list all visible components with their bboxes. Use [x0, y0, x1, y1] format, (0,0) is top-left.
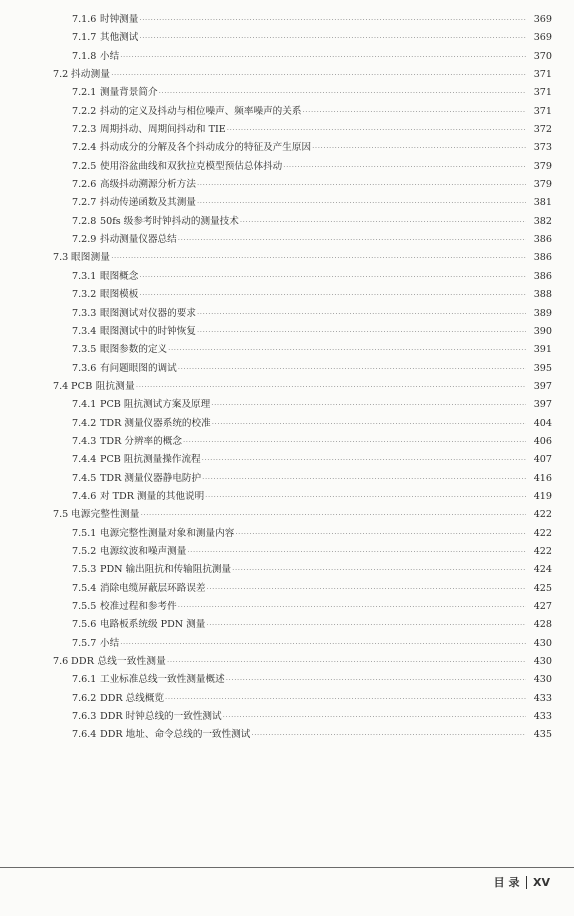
footer-page-number: XV: [533, 875, 550, 889]
toc-entry-title: 电路板系统级 PDN 测量: [100, 619, 206, 631]
toc-subsection-entry: [0, 543, 574, 561]
toc-entry-page: 407: [533, 454, 552, 466]
toc-entry-title: 消除电缆屏蔽层环路误差: [100, 582, 206, 594]
toc-entry-title: 眼图参数的定义: [100, 344, 168, 356]
toc-subsection-entry: [0, 305, 574, 323]
toc-leader-dots: [197, 176, 526, 194]
toc-entry-page: 433: [533, 711, 552, 723]
toc-entry-page: 391: [533, 344, 552, 356]
toc-subsection-entry: [0, 158, 574, 176]
toc-leader-dots: [178, 598, 526, 616]
toc-entry-number: 7.5.3: [72, 564, 97, 576]
toc-entry-number: 7.3.1: [72, 270, 97, 282]
toc-entry-title: 抖动测量仪器总结: [100, 234, 177, 246]
toc-entry-page: 406: [533, 435, 552, 447]
toc-leader-dots: [197, 194, 526, 212]
toc-entry-page: 419: [533, 490, 552, 502]
toc-leader-dots: [212, 415, 526, 433]
toc-entry-number: 7.3.6: [72, 362, 97, 374]
toc-subsection-entry: [0, 194, 574, 212]
toc-entry-page: 427: [533, 601, 552, 612]
toc-subsection-entry: [0, 671, 574, 689]
toc-entry-page: 370: [533, 50, 552, 62]
toc-subsection-entry: [0, 635, 574, 653]
toc-entry-page: 390: [533, 325, 552, 337]
toc-entry-title: 有问题眼图的调试: [100, 362, 177, 374]
toc-subsection-entry: [0, 341, 574, 359]
toc-entry-title: 眼图测量: [71, 252, 111, 264]
toc-leader-dots: [206, 616, 526, 634]
toc-entry-number: 7.2.6: [72, 179, 97, 191]
toc-leader-dots: [312, 139, 526, 157]
toc-section-entry: [0, 378, 574, 396]
toc-entry-title: 工业标准总线一致性测量概述: [100, 674, 225, 686]
toc-entry-title: PCB 阻抗测试方案及原理: [100, 399, 211, 411]
toc-leader-dots: [178, 231, 526, 249]
toc-leader-dots: [167, 653, 526, 671]
toc-entry-title: 抖动的定义及抖动与相位噪声、频率噪声的关系: [100, 105, 302, 117]
toc-leader-dots: [168, 341, 526, 359]
toc-leader-dots: [302, 103, 526, 121]
toc-entry-title: 电源纹波和噪声测量: [100, 545, 187, 557]
toc-entry-title: PDN 输出阻抗和传输阻抗测量: [100, 564, 232, 576]
footer-rule: [0, 867, 574, 868]
toc-entry-number: 7.5.2: [72, 545, 97, 557]
toc-subsection-entry: [0, 29, 574, 47]
toc-entry-number: 7.1.8: [72, 50, 97, 62]
toc-subsection-entry: [0, 690, 574, 708]
toc-entry-number: 7.4.4: [72, 454, 97, 466]
toc-leader-dots: [283, 158, 526, 176]
toc-leader-dots: [235, 525, 526, 543]
toc-entry-number: 7.2.2: [72, 105, 97, 117]
toc-entry-number: 7.4.3: [72, 435, 97, 447]
toc-leader-dots: [205, 488, 526, 506]
toc-subsection-entry: [0, 433, 574, 451]
toc-subsection-entry: [0, 598, 574, 616]
toc-entry-number: 7.1.7: [72, 32, 97, 44]
toc-entry-title: TDR 测量仪器系统的校准: [100, 417, 211, 429]
toc-leader-dots: [211, 396, 526, 414]
toc-entry-title: DDR 时钟总线的一致性测试: [100, 711, 222, 723]
toc-entry-page: 416: [533, 472, 552, 484]
toc-entry-number: 7.6.2: [72, 692, 97, 704]
toc-leader-dots: [232, 561, 526, 579]
toc-entry-title: 时钟测量: [100, 14, 139, 25]
toc-subsection-entry: [0, 11, 574, 29]
toc-entry-number: 7.2: [53, 69, 69, 81]
toc-leader-dots: [197, 305, 526, 323]
toc-subsection-entry: [0, 580, 574, 598]
toc-leader-dots: [111, 66, 526, 84]
toc-entry-page: 388: [533, 289, 552, 301]
toc-entry-page: 389: [533, 307, 552, 319]
toc-entry-page: 404: [533, 417, 552, 429]
toc-leader-dots: [187, 543, 526, 561]
page-footer: [494, 874, 550, 890]
toc-entry-page: 430: [533, 637, 552, 649]
toc-leader-dots: [136, 378, 526, 396]
toc-leader-dots: [202, 470, 526, 488]
toc-entry-number: 7.2.5: [72, 160, 97, 172]
toc-leader-dots: [178, 360, 526, 378]
toc-entry-number: 7.4.6: [72, 490, 97, 502]
toc-entry-number: 7.5: [53, 509, 69, 521]
toc-leader-dots: [223, 708, 526, 726]
toc-entry-page: 381: [533, 197, 552, 209]
toc-entry-page: 369: [533, 14, 552, 25]
toc-subsection-entry: [0, 48, 574, 66]
toc-entry-title: 眼图测试中的时钟恢复: [100, 325, 196, 337]
toc-entry-page: 371: [533, 105, 552, 117]
toc-entry-page: 386: [533, 270, 552, 282]
toc-subsection-entry: [0, 726, 574, 744]
toc-entry-title: 使用浴盆曲线和双狄拉克模型预估总体抖动: [100, 160, 283, 172]
toc-subsection-entry: [0, 451, 574, 469]
toc-leader-dots: [240, 213, 526, 231]
toc-entry-number: 7.5.6: [72, 619, 97, 631]
toc-entry-number: 7.4: [53, 380, 69, 392]
toc-entry-number: 7.6.3: [72, 711, 97, 723]
toc-entry-title: 眼图模板: [100, 289, 139, 301]
toc-entry-title: 抖动传递函数及其测量: [100, 197, 196, 209]
toc-leader-dots: [197, 323, 526, 341]
toc-entry-number: 7.2.4: [72, 142, 97, 154]
footer-separator: [526, 876, 528, 889]
toc-entry-title: 周期抖动、周期间抖动和 TIE: [100, 124, 226, 136]
toc-subsection-entry: [0, 84, 574, 102]
toc-entry-page: 397: [533, 380, 552, 392]
toc-entry-title: 高级抖动溯源分析方法: [100, 179, 196, 191]
toc-entry-page: 430: [533, 674, 552, 686]
toc-entry-page: 372: [533, 124, 552, 136]
toc-entry-page: 422: [533, 509, 552, 521]
toc-subsection-entry: [0, 708, 574, 726]
footer-label: 目 录: [493, 876, 520, 889]
toc-entry-title: 测量背景简介: [100, 87, 158, 99]
toc-subsection-entry: [0, 470, 574, 488]
toc-entry-title: 抖动测量: [71, 69, 111, 81]
toc-entry-title: PCB 阻抗测量: [71, 380, 135, 392]
toc-leader-dots: [159, 84, 526, 102]
toc-entry-number: 7.3.5: [72, 344, 97, 356]
toc-entry-page: 369: [533, 32, 552, 44]
toc-entry-title: 对 TDR 测量的其他说明: [100, 490, 205, 502]
toc-entry-title: TDR 测量仪器静电防护: [100, 472, 202, 484]
toc-entry-number: 7.4.2: [72, 417, 97, 429]
toc-entry-number: 7.2.3: [72, 124, 97, 136]
toc-entry-page: 382: [533, 215, 552, 227]
toc-entry-title: 电源完整性测量: [71, 509, 140, 521]
toc-entry-page: 430: [533, 656, 552, 668]
toc-leader-dots: [227, 121, 526, 139]
toc-entry-number: 7.2.9: [72, 234, 97, 246]
toc-entry-number: 7.1.6: [72, 14, 97, 25]
toc-entry-title: 校准过程和参考件: [100, 601, 177, 612]
toc-entry-number: 7.3.4: [72, 325, 97, 337]
table-of-contents: [0, 11, 574, 745]
toc-leader-dots: [141, 506, 526, 524]
toc-entry-number: 7.6.4: [72, 729, 97, 741]
toc-leader-dots: [111, 249, 526, 267]
toc-entry-number: 7.5.1: [72, 527, 97, 539]
toc-entry-number: 7.4.5: [72, 472, 97, 484]
toc-entry-page: 379: [533, 160, 552, 172]
toc-entry-number: 7.2.1: [72, 87, 97, 99]
toc-entry-title: 50fs 级参考时钟抖动的测量技术: [100, 215, 239, 227]
toc-entry-page: 386: [533, 252, 552, 264]
toc-entry-title: 小结: [100, 50, 120, 62]
toc-leader-dots: [251, 726, 526, 744]
toc-entry-title: 眼图概念: [100, 270, 139, 282]
toc-entry-number: 7.3: [53, 252, 69, 264]
toc-entry-page: 371: [533, 69, 552, 81]
toc-subsection-entry: [0, 121, 574, 139]
toc-entry-page: 386: [533, 234, 552, 246]
toc-entry-title: PCB 阻抗测量操作流程: [100, 454, 201, 466]
toc-entry-page: 379: [533, 179, 552, 191]
toc-entry-page: 425: [533, 582, 552, 594]
toc-subsection-entry: [0, 103, 574, 121]
toc-entry-title: 电源完整性测量对象和测量内容: [100, 527, 235, 539]
toc-entry-number: 7.4.1: [72, 399, 97, 411]
toc-entry-title: DDR 总线概览: [100, 692, 165, 704]
toc-entry-number: 7.5.7: [72, 637, 97, 649]
toc-subsection-entry: [0, 268, 574, 286]
toc-entry-page: 422: [533, 527, 552, 539]
toc-leader-dots: [226, 671, 526, 689]
toc-entry-title: DDR 地址、命令总线的一致性测试: [100, 729, 251, 741]
toc-section-entry: [0, 66, 574, 84]
toc-entry-page: 395: [533, 362, 552, 374]
toc-entry-title: 眼图测试对仪器的要求: [100, 307, 196, 319]
toc-leader-dots: [120, 635, 526, 653]
toc-entry-number: 7.5.5: [72, 601, 97, 612]
toc-leader-dots: [139, 286, 526, 304]
toc-subsection-entry: [0, 488, 574, 506]
toc-subsection-entry: [0, 616, 574, 634]
toc-leader-dots: [139, 11, 526, 29]
toc-entry-page: 428: [533, 619, 552, 631]
toc-subsection-entry: [0, 231, 574, 249]
toc-entry-number: 7.3.3: [72, 307, 97, 319]
toc-subsection-entry: [0, 525, 574, 543]
toc-leader-dots: [183, 433, 526, 451]
toc-section-entry: [0, 506, 574, 524]
toc-subsection-entry: [0, 360, 574, 378]
toc-subsection-entry: [0, 139, 574, 157]
toc-subsection-entry: [0, 286, 574, 304]
toc-entry-title: 其他测试: [100, 32, 139, 44]
toc-subsection-entry: [0, 323, 574, 341]
toc-section-entry: [0, 249, 574, 267]
toc-leader-dots: [165, 690, 526, 708]
toc-entry-title: 小结: [100, 637, 120, 649]
toc-subsection-entry: [0, 176, 574, 194]
toc-entry-page: 424: [533, 564, 552, 576]
toc-section-entry: [0, 653, 574, 671]
toc-entry-page: 397: [533, 399, 552, 411]
toc-leader-dots: [139, 268, 526, 286]
toc-leader-dots: [120, 48, 526, 66]
toc-entry-page: 433: [533, 692, 552, 704]
toc-entry-page: 373: [533, 142, 552, 154]
toc-entry-page: 435: [533, 729, 552, 741]
toc-entry-title: DDR 总线一致性测量: [71, 656, 167, 668]
toc-entry-page: 371: [533, 87, 552, 99]
toc-subsection-entry: [0, 415, 574, 433]
toc-leader-dots: [139, 29, 526, 47]
toc-leader-dots: [202, 451, 526, 469]
toc-entry-number: 7.2.7: [72, 197, 97, 209]
toc-entry-number: 7.6: [53, 656, 69, 668]
toc-entry-title: 抖动成分的分解及各个抖动成分的特征及产生原因: [100, 142, 312, 154]
toc-subsection-entry: [0, 213, 574, 231]
toc-entry-number: 7.3.2: [72, 289, 97, 301]
toc-entry-page: 422: [533, 545, 552, 557]
toc-entry-title: TDR 分辨率的概念: [100, 435, 182, 447]
toc-subsection-entry: [0, 561, 574, 579]
toc-subsection-entry: [0, 396, 574, 414]
toc-entry-number: 7.2.8: [72, 215, 97, 227]
toc-entry-number: 7.6.1: [72, 674, 97, 686]
toc-entry-number: 7.5.4: [72, 582, 97, 594]
toc-leader-dots: [207, 580, 526, 598]
